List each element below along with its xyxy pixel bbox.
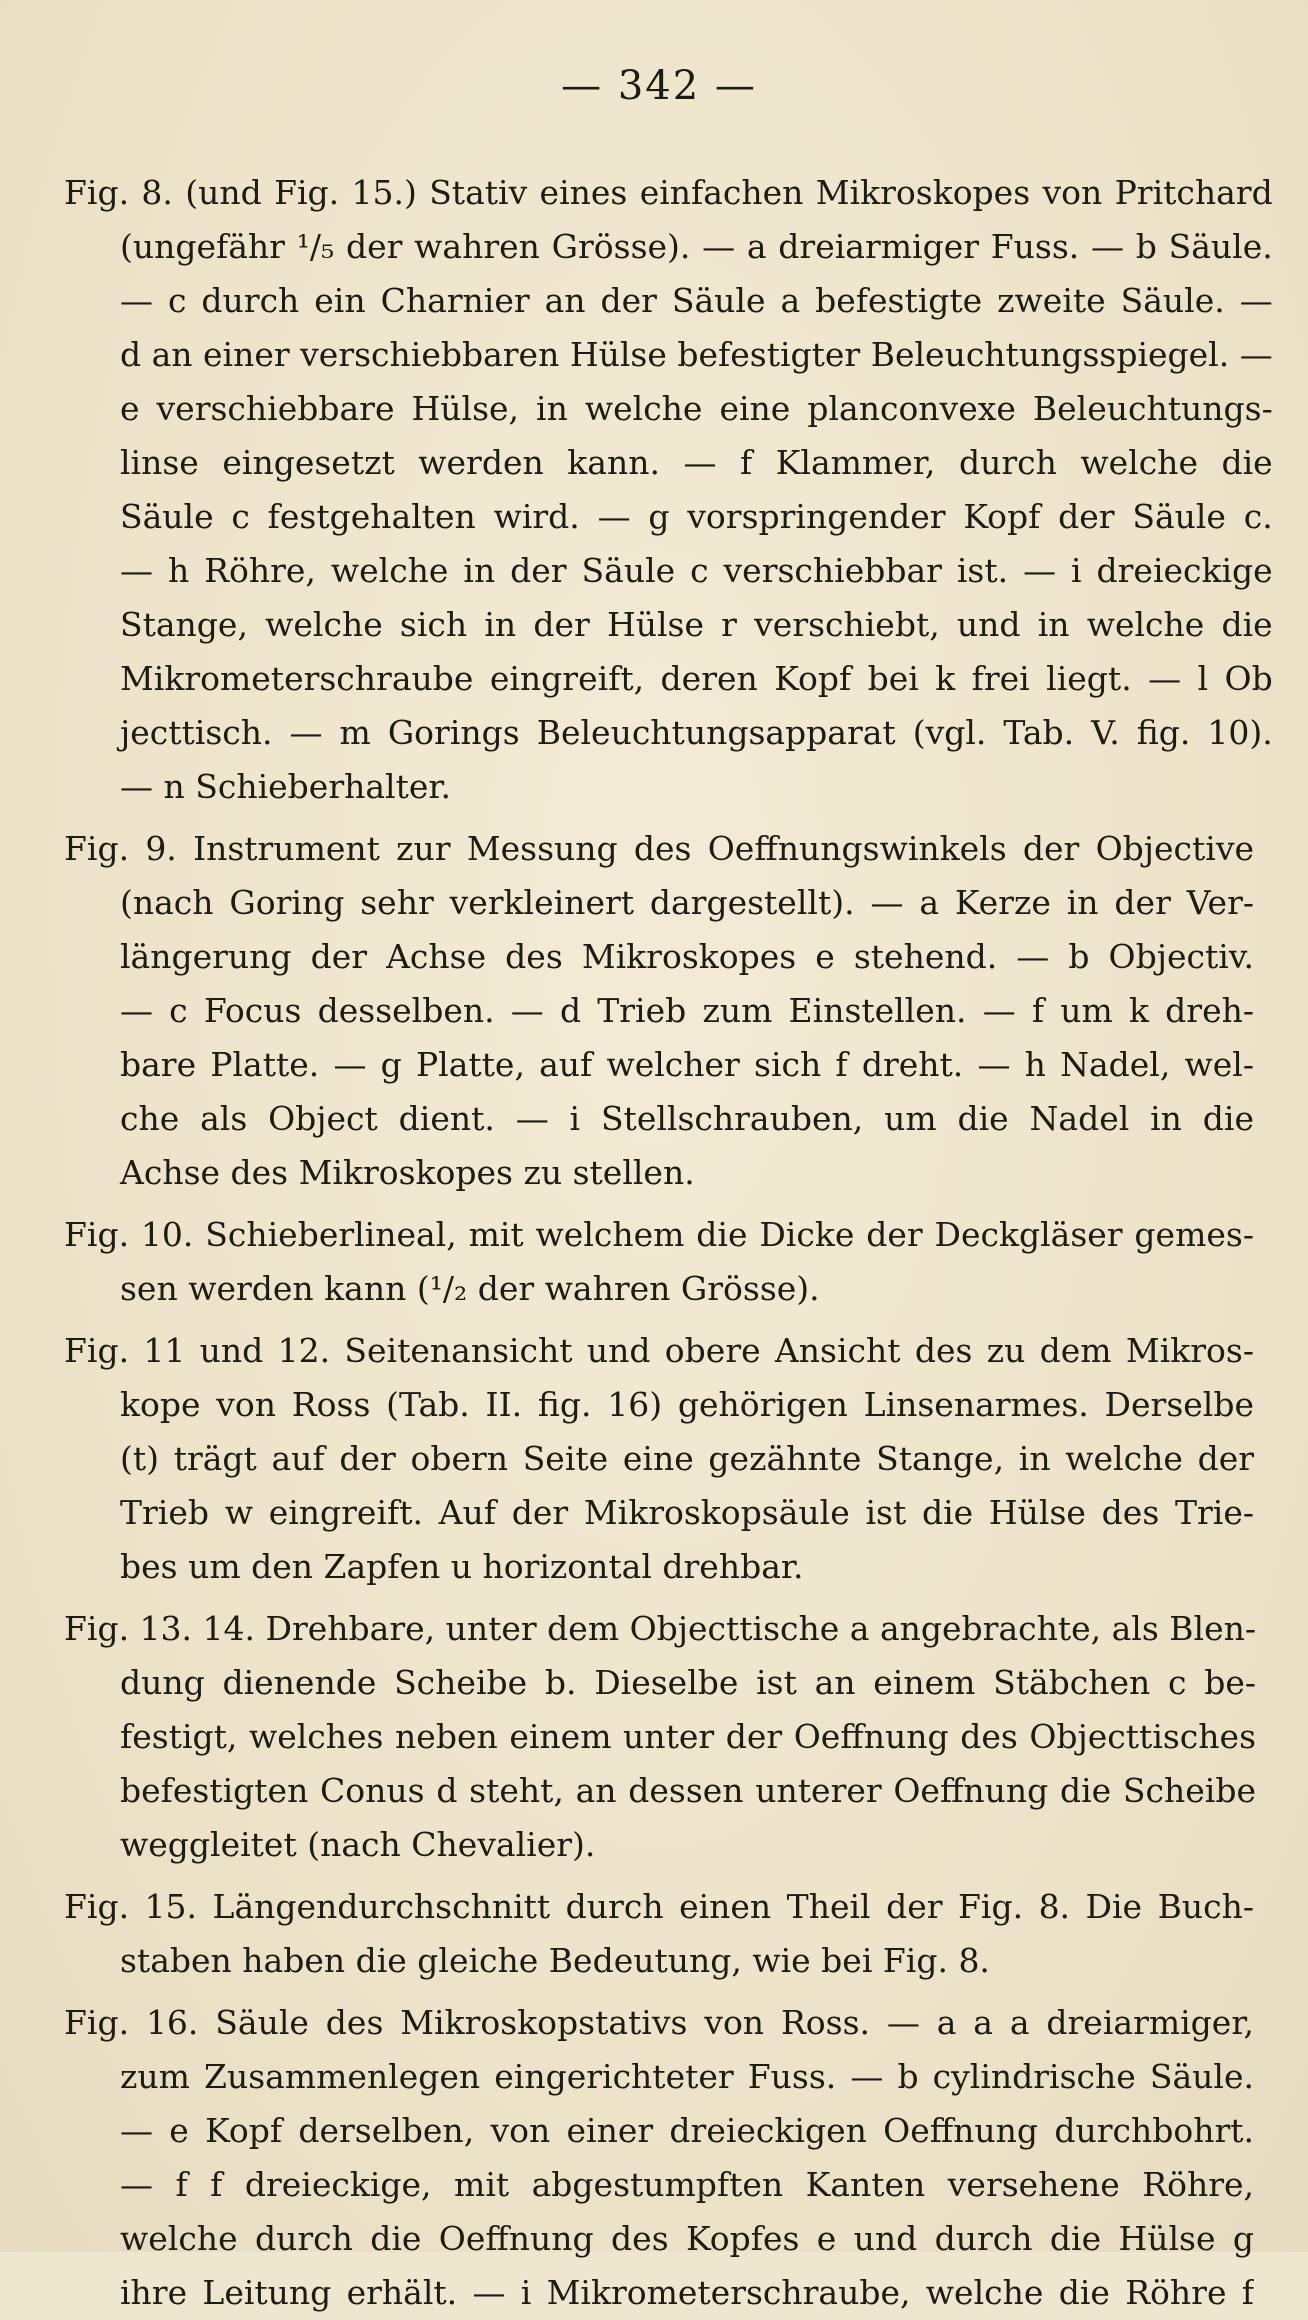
caption-line: — c durch ein Charnier an der Säule a befestigte zweite Säule. — <box>120 281 1273 320</box>
caption-line-text: Instrument zur Messung des Oeffnungswinkels der Objective <box>193 829 1254 868</box>
caption-fig-8 <box>64 166 1273 814</box>
caption-line: zum Zusammenlegen eingerichteter Fuss. — b cylindrische Säule. <box>120 2057 1254 2096</box>
caption-label: Fig. 15. <box>64 1887 198 1926</box>
caption-line: — h Röhre, welche in der Säule c verschiebbar ist. — i dreieckige <box>120 551 1273 590</box>
caption-line: — f f dreieckige, mit abgestumpften Kanten versehene Röhre, <box>120 2165 1254 2204</box>
caption-line <box>64 1324 1254 1378</box>
caption-text <box>64 1324 1254 1594</box>
caption-line: — c Focus desselben. — d Trieb zum Einstellen. — f um k dreh- <box>120 991 1254 1030</box>
caption-text <box>64 1602 1256 1872</box>
caption-line: festigt, welches neben einem unter der Oeffnung des Objecttisches <box>120 1717 1257 1756</box>
caption-line: bare Platte. — g Platte, auf welcher sich f dreht. — h Nadel, wel- <box>120 1045 1254 1084</box>
caption-line: dung dienende Scheibe b. Dieselbe ist an einem Stäbchen c be- <box>120 1663 1257 1702</box>
caption-line <box>64 1602 1256 1656</box>
caption-line-text: Drehbare, unter dem Objecttische a angebrachte, als Blen- <box>265 1609 1257 1648</box>
caption-line: sen werden kann (¹/₂ der wahren Grösse). <box>120 1269 820 1308</box>
caption-line <box>64 166 1273 220</box>
caption-label: Fig. 10. <box>64 1215 194 1254</box>
caption-text <box>64 166 1273 814</box>
caption-line <box>64 1880 1254 1934</box>
caption-line-text: Seitenansicht und obere Ansicht des zu dem Mikros- <box>344 1331 1254 1370</box>
caption-line: kope von Ross (Tab. II. fig. 16) gehörigen Linsenarmes. Derselbe <box>120 1385 1254 1424</box>
caption-line: (t) trägt auf der obern Seite eine gezähnte Stange, in welche der <box>120 1439 1254 1478</box>
caption-line-text: (und Fig. 15.) Stativ eines einfachen Mikroskopes von Pritchard <box>185 173 1273 212</box>
caption-line-text: Längendurchschnitt durch einen Theil der Fig. 8. Die Buch- <box>212 1887 1254 1926</box>
caption-line: bes um den Zapfen u horizontal drehbar. <box>120 1547 804 1586</box>
caption-label: Fig. 16. <box>64 2003 199 2042</box>
caption-text <box>64 1880 1254 1988</box>
caption-line: Säule c festgehalten wird. — g vorspringender Kopf der Säule c. <box>120 497 1273 536</box>
caption-line: — e Kopf derselben, von einer dreieckigen Oeffnung durchbohrt. <box>120 2111 1254 2150</box>
caption-line: ihre Leitung erhält. — i Mikrometerschraube, welche die Röhre f <box>120 2273 1254 2312</box>
caption-line <box>64 1996 1254 2050</box>
caption-text <box>64 1996 1254 2320</box>
caption-line: (ungefähr ¹/₅ der wahren Grösse). — a dreiarmiger Fuss. — b Säule. <box>120 227 1273 266</box>
caption-fig-16 <box>64 1996 1254 2320</box>
caption-text <box>64 822 1254 1200</box>
caption-line: weggleitet (nach Chevalier). <box>120 1825 596 1864</box>
caption-line: e verschiebbare Hülse, in welche eine planconvexe Beleuchtungs- <box>120 389 1273 428</box>
caption-line: che als Object dient. — i Stellschrauben, um die Nadel in die <box>120 1099 1254 1138</box>
figure-captions <box>64 166 1273 2320</box>
caption-line: d an einer verschiebbaren Hülse befestigter Beleuchtungsspiegel. — <box>120 335 1273 374</box>
caption-line: (nach Goring sehr verkleinert dargestellt). — a Kerze in der Ver- <box>120 883 1254 922</box>
caption-line: Stange, welche sich in der Hülse r verschiebt, und in welche die <box>120 605 1273 644</box>
caption-label: Fig. 11 und 12. <box>64 1331 331 1370</box>
caption-label: Fig. 13. 14. <box>64 1609 256 1648</box>
caption-fig-10 <box>64 1208 1254 1316</box>
caption-line: befestigten Conus d steht, an dessen unterer Oeffnung die Scheibe <box>120 1771 1257 1810</box>
caption-label: Fig. 8. <box>64 173 173 212</box>
caption-fig-9 <box>64 822 1254 1200</box>
caption-line: Trieb w eingreift. Auf der Mikroskopsäule ist die Hülse des Trie- <box>120 1493 1254 1532</box>
caption-line: linse eingesetzt werden kann. — f Klammer, durch welche die <box>120 443 1273 482</box>
caption-line <box>64 1208 1254 1262</box>
caption-line: — n Schieberhalter. <box>120 767 451 806</box>
caption-line: staben haben die gleiche Bedeutung, wie bei Fig. 8. <box>120 1941 990 1980</box>
caption-fig-15 <box>64 1880 1254 1988</box>
caption-line: welche durch die Oeffnung des Kopfes e und durch die Hülse g <box>120 2219 1254 2258</box>
caption-line: Mikrometerschraube eingreift, deren Kopf bei k frei liegt. — l Ob <box>120 659 1273 698</box>
caption-text <box>64 1208 1254 1316</box>
page-number: — 342 — <box>561 63 757 109</box>
caption-label: Fig. 9. <box>64 829 177 868</box>
caption-line-text: Schieberlineal, mit welchem die Dicke der Deckgläser gemes- <box>205 1215 1254 1254</box>
caption-line: längerung der Achse des Mikroskopes e stehend. — b Objectiv. <box>120 937 1254 976</box>
caption-line: Achse des Mikroskopes zu stellen. <box>120 1153 695 1192</box>
caption-line <box>64 822 1254 876</box>
caption-line-text: Säule des Mikroskopstativs von Ross. — a a a dreiarmiger, <box>215 2003 1254 2042</box>
caption-fig-11-12 <box>64 1324 1254 1594</box>
caption-fig-13-14 <box>64 1602 1257 1872</box>
caption-line: jecttisch. — m Gorings Beleuchtungsapparat (vgl. Tab. V. fig. 10). <box>120 713 1273 752</box>
